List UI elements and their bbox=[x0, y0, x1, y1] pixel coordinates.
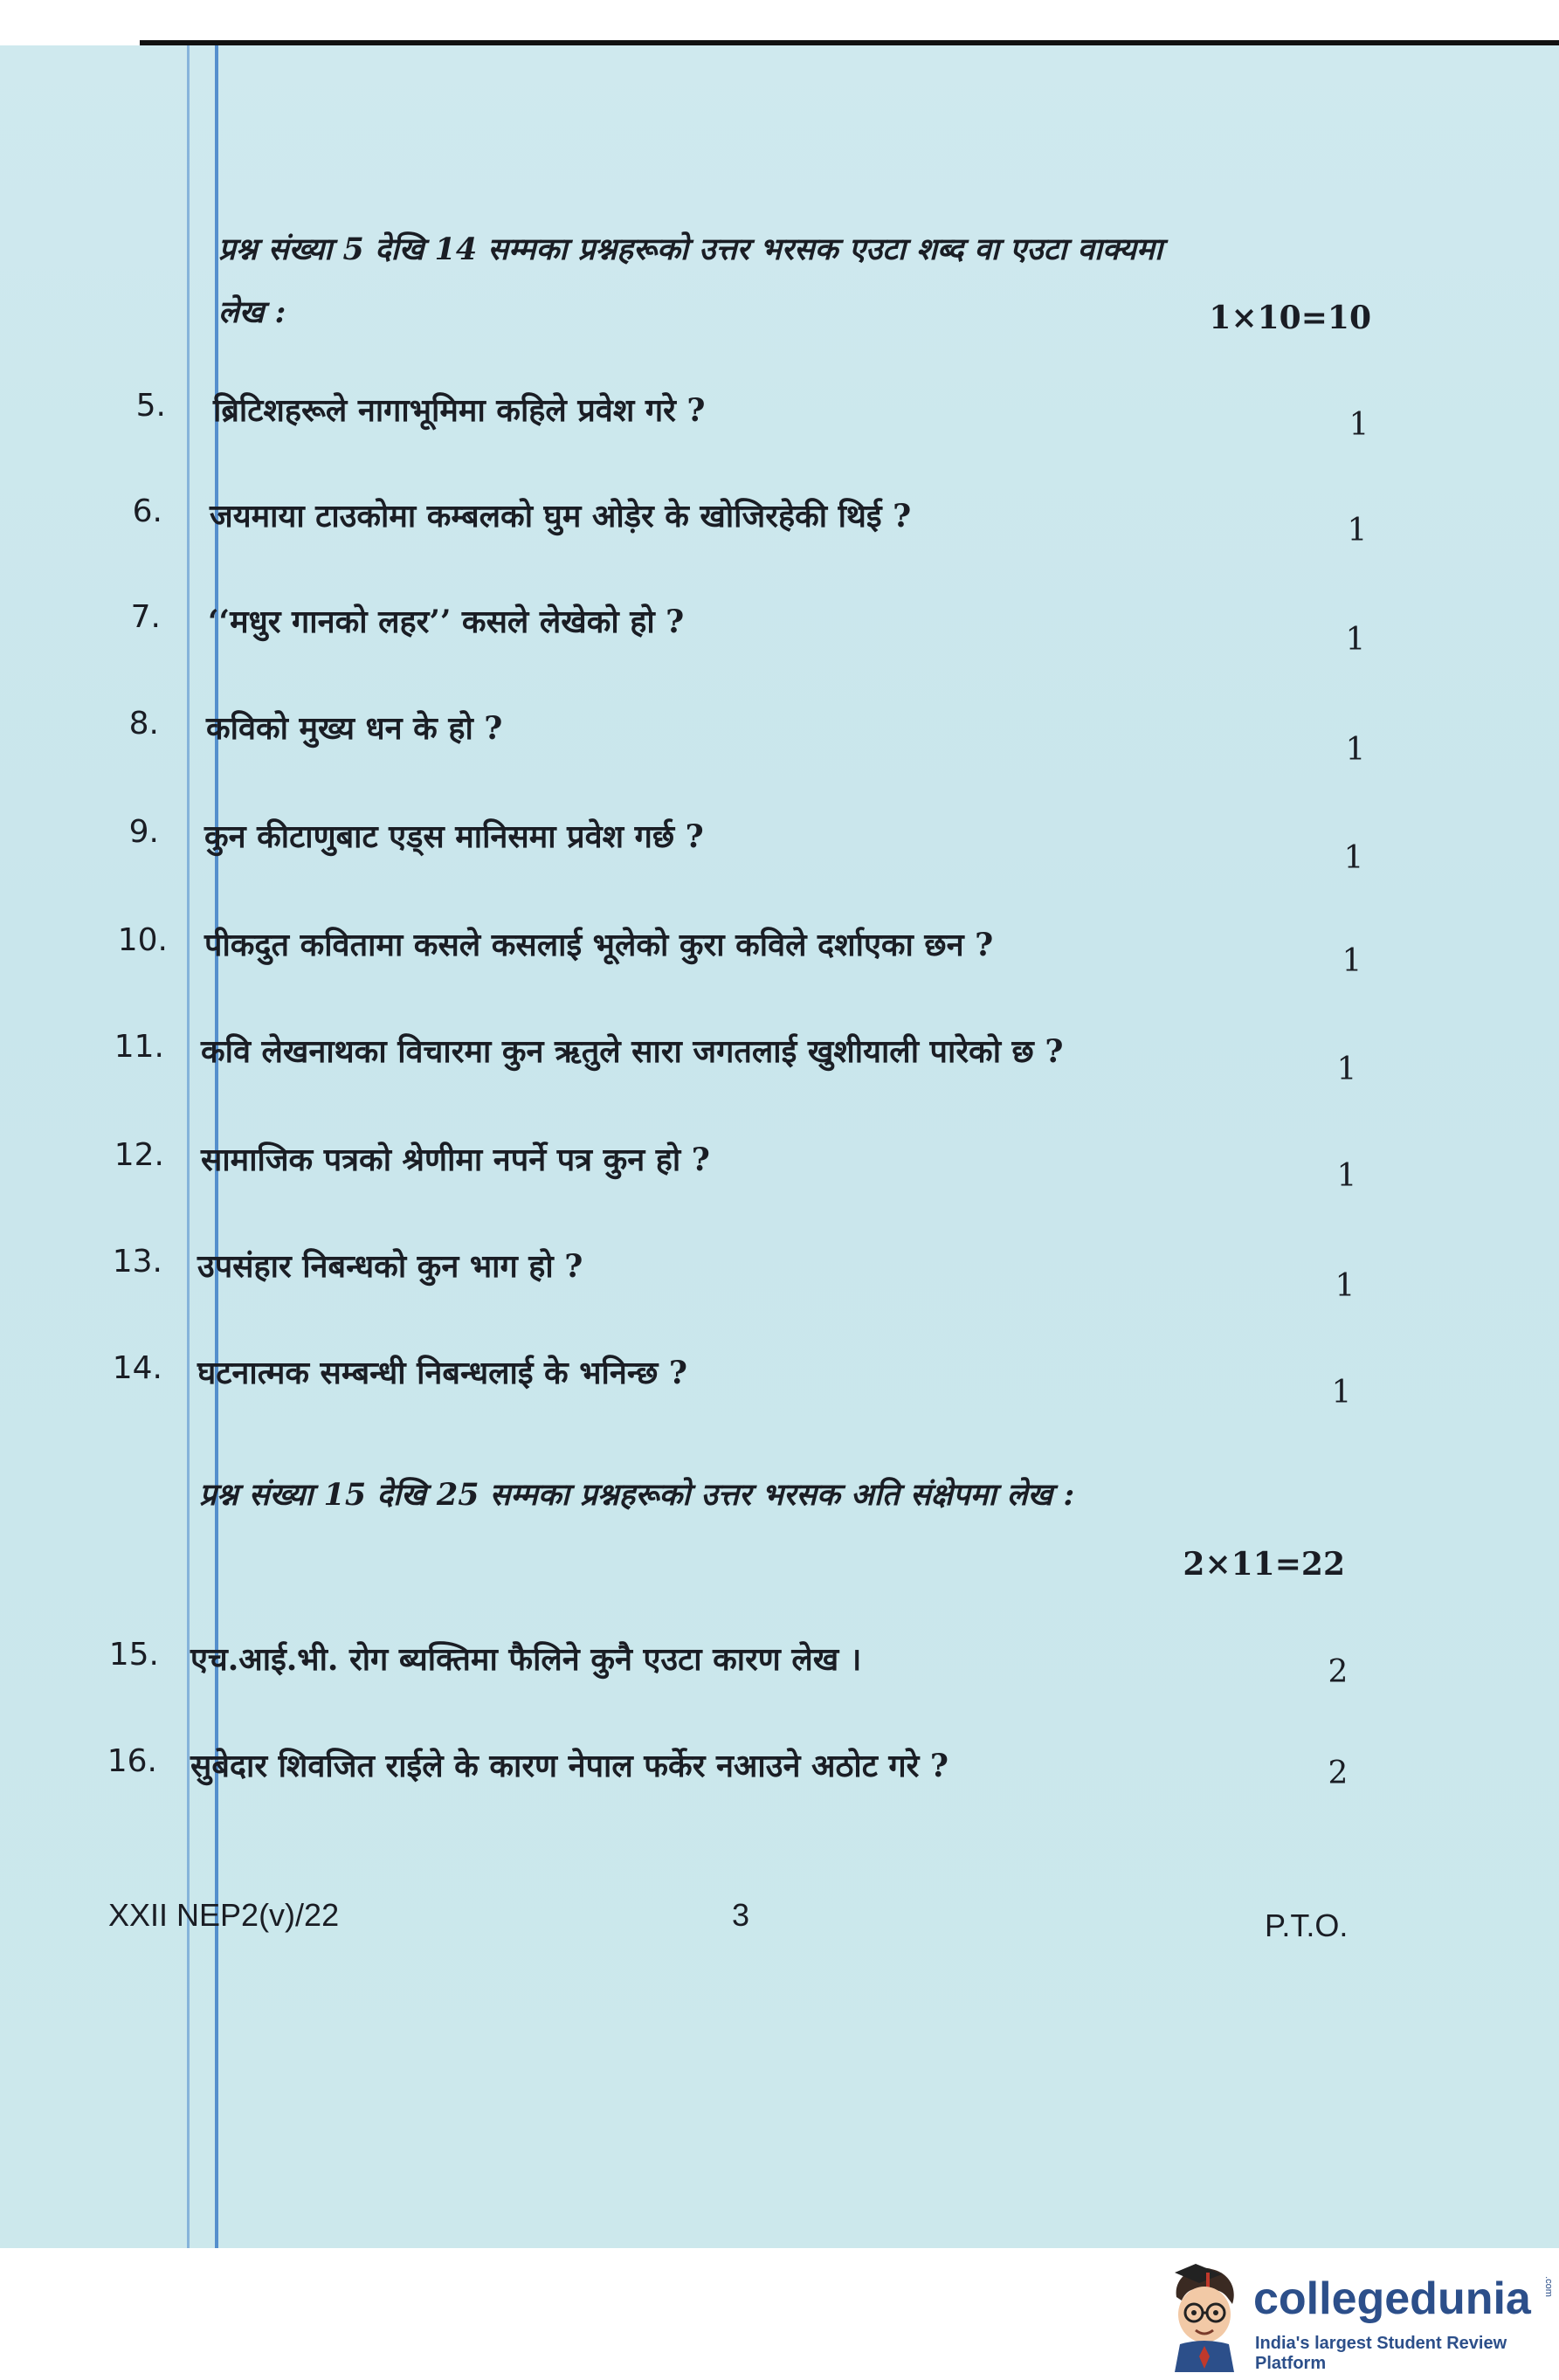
question-row bbox=[0, 1137, 1559, 1198]
question-text: ब्रिटिशहरूले नागाभूमिमा कहिले प्रवेश गरे ? bbox=[213, 392, 706, 429]
question-number: 7. bbox=[130, 599, 161, 635]
question-number: 14. bbox=[112, 1350, 162, 1386]
page-footer bbox=[0, 1897, 1559, 1949]
question-row bbox=[0, 706, 1559, 767]
question-mark: 1 bbox=[1345, 732, 1366, 768]
brand-name: collegedunia bbox=[1253, 2273, 1531, 2324]
question-row bbox=[0, 1029, 1559, 1090]
question-mark: 1 bbox=[1345, 622, 1366, 658]
section-b-instruction bbox=[199, 1464, 1369, 1527]
question-text: कविको मुख्य धन के हो ? bbox=[206, 710, 503, 747]
question-mark: 2 bbox=[1328, 1654, 1349, 1690]
question-text: कुन कीटाणुबाट एड्स मानिसमा प्रवेश गर्छ ? bbox=[204, 818, 704, 855]
page-number: 3 bbox=[732, 1897, 750, 1933]
question-text: घटनात्मक सम्बन्धी निबन्धलाई के भनिन्छ ? bbox=[197, 1355, 687, 1391]
question-text: सामाजिक पत्रको श्रेणीमा नपर्ने पत्र कुन हो ? bbox=[201, 1142, 710, 1178]
question-mark: 1 bbox=[1331, 1375, 1352, 1411]
brand-watermark[interactable] bbox=[1157, 2255, 1554, 2374]
question-number: 10. bbox=[117, 922, 168, 958]
question-row bbox=[0, 1244, 1559, 1305]
question-row bbox=[0, 1350, 1559, 1411]
question-mark: 1 bbox=[1342, 943, 1362, 979]
question-mark: 1 bbox=[1336, 1158, 1357, 1194]
question-number: 13. bbox=[112, 1244, 162, 1280]
question-number: 12. bbox=[114, 1137, 164, 1173]
section-a-marks-total: 1×10=10 bbox=[1209, 300, 1371, 336]
question-row bbox=[0, 1743, 1559, 1804]
question-text: कवि लेखनाथका विचारमा कुन ऋतुले सारा जगतलाई खुशीयाली पारेको छ ? bbox=[201, 1033, 1064, 1070]
section-b-instruction-line1: प्रश्न संख्या 15 देखि 25 सम्मका प्रश्नहरूको उत्तर भरसक अति संक्षेपमा लेख : bbox=[199, 1477, 1075, 1513]
question-text: ‘‘मधुर गानको लहर’’ कसले लेखेको हो ? bbox=[208, 604, 685, 640]
question-text: उपसंहार निबन्धको कुन भाग हो ? bbox=[197, 1248, 583, 1285]
question-row bbox=[0, 814, 1559, 875]
question-row bbox=[0, 493, 1559, 555]
question-text: पीकदुत कवितामा कसले कसलाई भूलेको कुरा कविले दर्शाएका छन ? bbox=[204, 927, 994, 963]
question-mark: 1 bbox=[1335, 1268, 1356, 1304]
question-mark: 1 bbox=[1347, 513, 1368, 548]
question-number: 8. bbox=[128, 706, 159, 742]
section-b-marks-total: 2×11=22 bbox=[1183, 1546, 1345, 1583]
question-mark: 1 bbox=[1336, 1052, 1357, 1087]
student-mascot-icon bbox=[1161, 2259, 1248, 2372]
question-number: 5. bbox=[135, 388, 166, 424]
question-number: 6. bbox=[132, 493, 162, 529]
section-a-instruction-line1: प्रश्न संख्या 5 देखि 14 सम्मका प्रश्नहरूको उत्तर भरसक एउटा शब्द वा एउटा वाक्यमा bbox=[218, 231, 1163, 267]
top-margin bbox=[0, 0, 1559, 45]
question-row bbox=[0, 599, 1559, 660]
section-a-instruction-line2: लेख : bbox=[218, 294, 286, 330]
paper-code: XXII NEP2(v)/22 bbox=[108, 1897, 340, 1933]
pto-label: P.T.O. bbox=[1265, 1907, 1349, 1943]
question-number: 9. bbox=[128, 814, 159, 850]
question-number: 15. bbox=[108, 1637, 159, 1673]
question-row bbox=[0, 388, 1559, 449]
question-text: एच.आई.भी. रोग ब्यक्तिमा फैलिने कुनै एउटा कारण लेख । bbox=[190, 1641, 862, 1678]
brand-com: .com bbox=[1542, 2276, 1554, 2297]
brand-tagline: India's largest Student Review Platform bbox=[1255, 2334, 1507, 2373]
question-row bbox=[0, 1637, 1559, 1698]
question-number: 11. bbox=[114, 1029, 164, 1065]
question-mark: 1 bbox=[1343, 840, 1364, 876]
question-number: 16. bbox=[107, 1743, 157, 1779]
question-text: जयमाया टाउकोमा कम्बलको घुम ओड़ेर के खोजिरहेकी थिई ? bbox=[210, 498, 912, 535]
question-mark: 2 bbox=[1328, 1756, 1349, 1791]
question-row bbox=[0, 922, 1559, 983]
question-mark: 1 bbox=[1349, 407, 1369, 443]
question-text: सुबेदार शिवजित राईले के कारण नेपाल फर्केर नआउने अठोट गरे ? bbox=[190, 1748, 949, 1784]
